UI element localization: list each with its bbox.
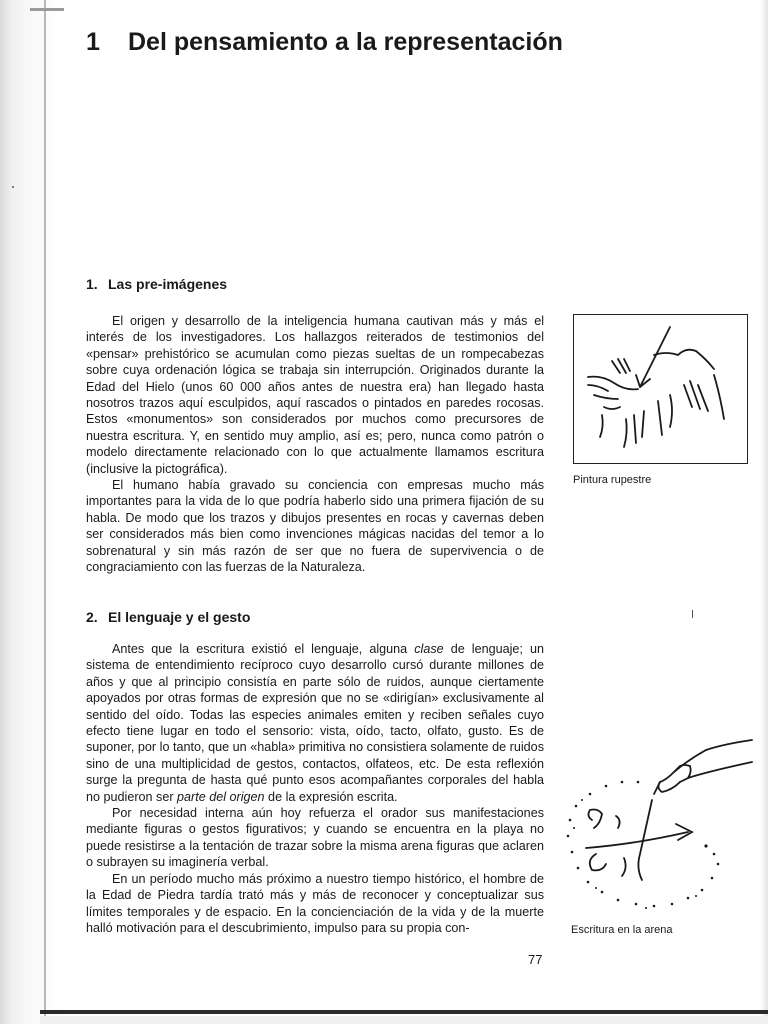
text-run: de la expresión escrita. (264, 789, 398, 804)
section-1-paragraph: El humano había gravado su conciencia con empresas mucho más importantes para la vida de lo que podría haberlo sido una primera fijación de su habla. De modo que los trazos y dibujos presentes en rocas y cavernas deben ser considerados más bien como invenciones mágicas nacidas del temor a lo sobrenatural y sin más razón de ser que no fuera de supervivencia o de congraciamiento con las fuerzas de la Naturaleza. (86, 478, 544, 575)
figure-1-caption: Pintura rupestre (573, 474, 652, 486)
chapter-number: 1 (86, 28, 100, 56)
section-1-paragraph: El origen y desarrollo de la inteligencia humana cautivan más y más el interés de los investigadores. Los hallazgos reiterados de testimonios del «pensar» prehistórico se acumulan como piezas sueltas de un rompecabezas sobre cuya ordenación lógica se trabaja sin interrupción. Originados durante la Edad del Hielo (unos 60 000 años antes de nuestra era) han llegado hasta nosotros trazos aquí esculpidos, aquí rascados o pintados en paredes rocosas. Estos «monumentos» son considerados por muchos como precursores de nuestra escritura. Y, en sentido muy amplio, así es; pero, nunca como patrón o modelo directamente relacionado con lo que actualmente llamamos escritura (inclusive la pictográfica). (86, 314, 544, 476)
page-number: 77 (528, 952, 543, 967)
sand-writing-illustration (556, 736, 756, 922)
page-binding-shadow (0, 0, 62, 1024)
section-2-paragraph (86, 641, 544, 805)
section-2-body (86, 641, 544, 936)
chapter-title: Del pensamiento a la representación (128, 28, 563, 56)
emphasis-run: clase (414, 642, 444, 656)
figure-2-caption: Escritura en la arena (571, 924, 673, 936)
section-2-number: 2. (86, 609, 98, 625)
page-bottom-shadow (40, 1016, 768, 1024)
section-2-title: El lenguaje y el gesto (108, 609, 251, 625)
top-edge-mark (30, 8, 64, 11)
section-2-paragraph: Por necesidad interna aún hoy refuerza el orador sus manifestaciones mediante figuras o gestos figurativos; y cuando se encuentra en la playa no puede resistirse a la tentación de trazar sobre la misma arena figuras que aclaren o subrayen su imaginería verbal. (86, 806, 544, 870)
sand-writing-figure (556, 736, 756, 922)
scan-speck (692, 610, 693, 618)
text-run: Antes que la escritura existió el lenguaje, alguna (112, 642, 415, 656)
spine-edge (44, 0, 46, 1024)
section-1-body (86, 313, 544, 576)
section-2-paragraph: En un período mucho más próximo a nuestro tiempo histórico, el hombre de la Edad de Piedra tardía trató más y más de reconocer y conceptualizar sus límites temporales y de espacio. En la concienciación de la vida y de la muerte halló motivación para el descubrimiento, impulso para su propia con- (86, 871, 544, 935)
section-1-heading (86, 276, 227, 292)
right-edge-shadow (760, 0, 768, 1024)
section-2-heading (86, 609, 250, 625)
cave-painting-illustration (574, 315, 746, 462)
text-run: de lenguaje; un sistema de entendimiento recíproco cuyo desarrollo cursó durante millones de años y que al principio consistía en parte sólo de ruidos, aunque ciertamente apoyados por otras formas de expresión que no se «dirigían» exclusivamente al sentido del oído. Todas las especies animales emiten y reciben señales cuyo efecto tiene lugar en todo el sensorio: vista, oído, tacto, olfato, gusto. Es de suponer, por lo tanto, que un «habla» primitiva no consistiera solamente de ruidos sino de una multiplicidad de gestos, contactos, olfateos, etc. De esta reflexión surge la pregunta de hasta qué punto esos acompañantes corporales del habla no pudieron ser (86, 642, 544, 804)
scan-speck (12, 186, 14, 188)
emphasis-run: parte del origen (177, 789, 265, 804)
section-1-title: Las pre-imágenes (108, 276, 228, 292)
section-1-number: 1. (86, 276, 98, 292)
page-bottom-edge (40, 1010, 768, 1014)
cave-painting-figure (573, 314, 748, 464)
